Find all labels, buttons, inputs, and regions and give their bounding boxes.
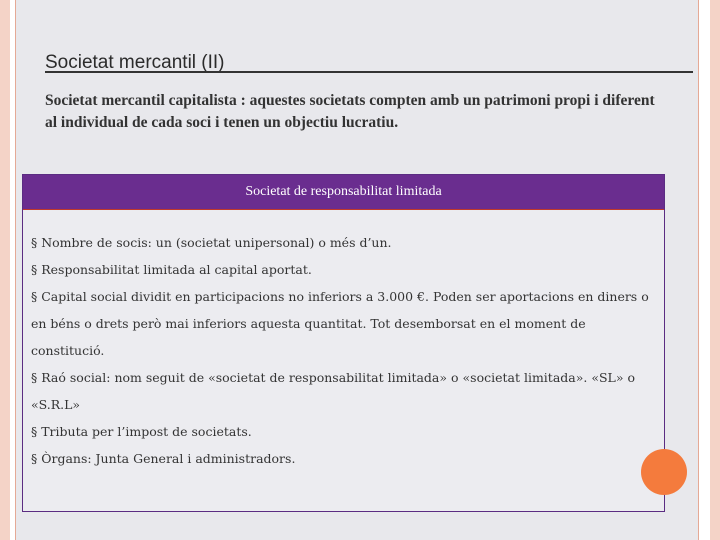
list-item: § Òrgans: Junta General i administradors. [31,451,296,466]
list-item: § Capital social dividit en participacions no inferiors a 3.000 €. Poden ser aportacions en diners o en béns o drets però mai inferiors aquesta quantitat. Tot desemborsat en el moment de constitució. [31,289,649,358]
box-body [31,229,658,472]
slide-subtitle: Societat mercantil capitalista : aquestes societats compten amb un patrimoni propi i diferent al individual de cada soci i tenen un objectiu lucratiu. [45,92,655,131]
slide-frame-left [0,0,10,540]
slide-frame-right [710,0,720,540]
box-header: Societat de responsabilitat limitada [23,175,664,210]
content-box [22,174,665,512]
slide-title: Societat mercantil (II) [45,52,225,73]
list-item: § Raó social: nom seguit de «societat de responsabilitat limitada» o «societat limitada». «SL» o «S.R.L» [31,370,635,412]
decorative-circle [641,449,687,495]
title-underline [45,71,693,73]
list-item: § Nombre de socis: un (societat unipersonal) o més d’un. [31,235,392,250]
list-item: § Responsabilitat limitada al capital aportat. [31,262,312,277]
list-item: § Tributa per l’impost de societats. [31,424,252,439]
